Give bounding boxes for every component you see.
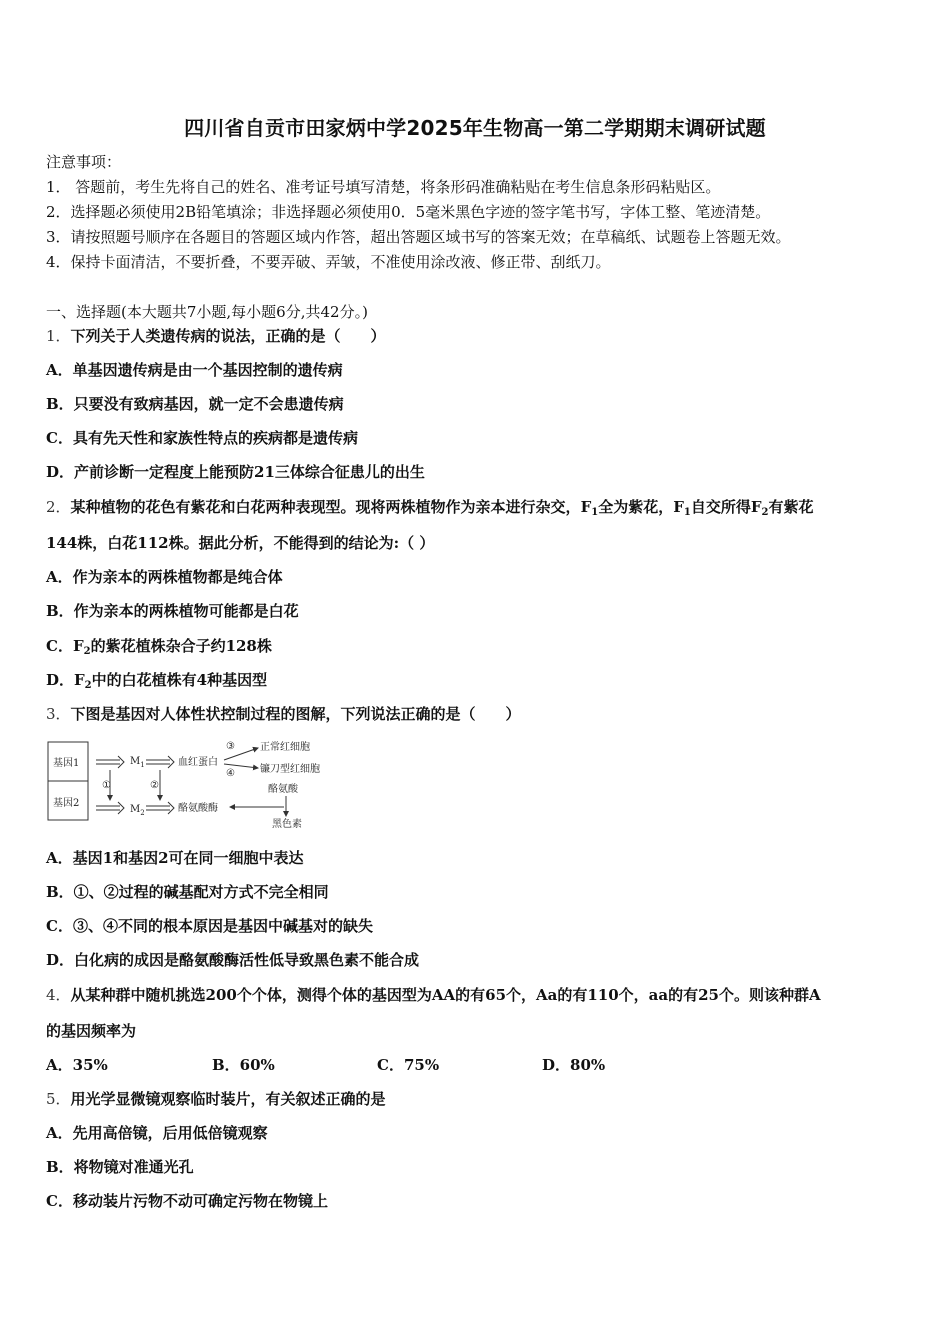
gene1-label: 基因1 — [53, 758, 80, 769]
question-1-stem: 1．下列关于人类遗传病的说法，正确的是（ ） — [46, 327, 386, 345]
option-a: A．单基因遗传病是由一个基因控制的遗传病 — [46, 361, 343, 379]
page-title: 四川省自贡市田家炳中学2025年生物高一第二学期期末调研试题 — [184, 116, 766, 140]
question-number: 2． — [46, 498, 71, 516]
notice-item: 2．选择题必须使用2B铅笔填涂；非选择题必须使用0．5毫米黑色字迹的签字笔书写，字体工整、笔迹清楚。 — [46, 203, 771, 221]
question-5-stem: 5．用光学显微镜观察临时装片，有关叙述正确的是 — [46, 1090, 386, 1108]
option-d: D．白化病的成因是酪氨酸酶活性低导致黑色素不能合成 — [46, 951, 420, 969]
question-4-stem-cont: 的基因频率为 — [46, 1022, 137, 1040]
notice-heading: 注意事项： — [46, 153, 122, 171]
tyrosine-label: 酪氨酸 — [268, 784, 298, 795]
notice-item: 3．请按照题号顺序在各题目的答题区域内作答，超出答题区域书写的答案无效；在草稿纸、试题卷上答题无效。 — [46, 228, 791, 246]
step2-label: ② — [150, 780, 159, 791]
option-b: B．作为亲本的两株植物可能都是白花 — [46, 602, 299, 620]
option-a: A．作为亲本的两株植物都是纯合体 — [46, 568, 283, 586]
option-c: C．75% — [377, 1056, 440, 1074]
option-a: A．基因1和基因2可在同一细胞中表达 — [46, 849, 304, 867]
tyrosinase-label: 酪氨酸酶 — [178, 803, 218, 814]
m2-label: $M_2$ — [130, 804, 145, 817]
transcription-arrow-1 — [96, 756, 124, 768]
m1-label: $M_1$ — [130, 756, 145, 769]
translation-arrow-2 — [146, 802, 174, 814]
option-d: D．产前诊断一定程度上能预防21三体综合征患儿的出生 — [46, 463, 425, 481]
question-2-stem: 2．某种植物的花色有紫花和白花两种表现型。现将两株植物作为亲本进行杂交，$F_1$全为紫花，$F_1$自交所得$F_2$有紫花 — [46, 498, 814, 518]
option-a: A．先用高倍镜，后用低倍镜观察 — [46, 1124, 268, 1142]
option-d: D．80% — [542, 1056, 606, 1074]
option-b: B．将物镜对准通光孔 — [46, 1158, 194, 1176]
option-b: B．只要没有致病基因，就一定不会患遗传病 — [46, 395, 344, 413]
step1-label: ① — [102, 780, 111, 791]
question-4-stem: 4．从某种群中随机挑选200个个体，测得个体的基因型为AA的有65个，Aa的有110个，aa的有25个。则该种群A — [46, 986, 821, 1004]
section-heading: 一、选择题(本大题共7小题,每小题6分,共42分。) — [46, 303, 368, 321]
option-b: B．60% — [212, 1056, 275, 1074]
option-c: C．③、④不同的根本原因是基因中碱基对的缺失 — [46, 917, 373, 935]
step3-label: ③ — [226, 741, 235, 752]
question-number: 1． — [46, 327, 71, 345]
hemoglobin-label: 血红蛋白 — [178, 757, 218, 768]
gene2-label: 基因2 — [53, 798, 80, 809]
notice-item: 4．保持卡面清洁，不要折叠，不要弄破、弄皱，不准使用涂改液、修正带、刮纸刀。 — [46, 253, 611, 271]
transcription-arrow-2 — [96, 802, 124, 814]
option-c: C．具有先天性和家族性特点的疾病都是遗传病 — [46, 429, 358, 447]
option-b: B．①、②过程的碱基配对方式不完全相同 — [46, 883, 329, 901]
question-3-stem: 3．下图是基因对人体性状控制过程的图解，下列说法正确的是（ ） — [46, 705, 521, 723]
option-c: C．移动装片污物不动可确定污物在物镜上 — [46, 1192, 328, 1210]
question-2-stem-cont: 144株，白花112株。据此分析，不能得到的结论为:（ ） — [46, 534, 435, 552]
notice-item: 1． 答题前，考生先将自己的姓名、准考证号填写清楚，将条形码准确粘贴在考生信息条形码粘贴区。 — [46, 178, 721, 196]
question-number: 4． — [46, 986, 71, 1004]
sickle-rbc-label: 镰刀型红细胞 — [260, 764, 320, 775]
normal-rbc-label: 正常红细胞 — [260, 742, 310, 753]
translation-arrow-1 — [146, 756, 174, 768]
option-a: A．35% — [46, 1056, 108, 1074]
question-number: 3． — [46, 705, 71, 723]
option-d: D．$F_2$中的白花植株有4种基因型 — [46, 671, 268, 691]
step4-label: ④ — [226, 768, 235, 779]
melanin-label: 黑色素 — [272, 819, 302, 828]
option-c: C．$F_2$的紫花植株杂合子约128株 — [46, 637, 272, 657]
question-number: 5． — [46, 1090, 71, 1108]
gene-control-diagram — [46, 736, 336, 828]
